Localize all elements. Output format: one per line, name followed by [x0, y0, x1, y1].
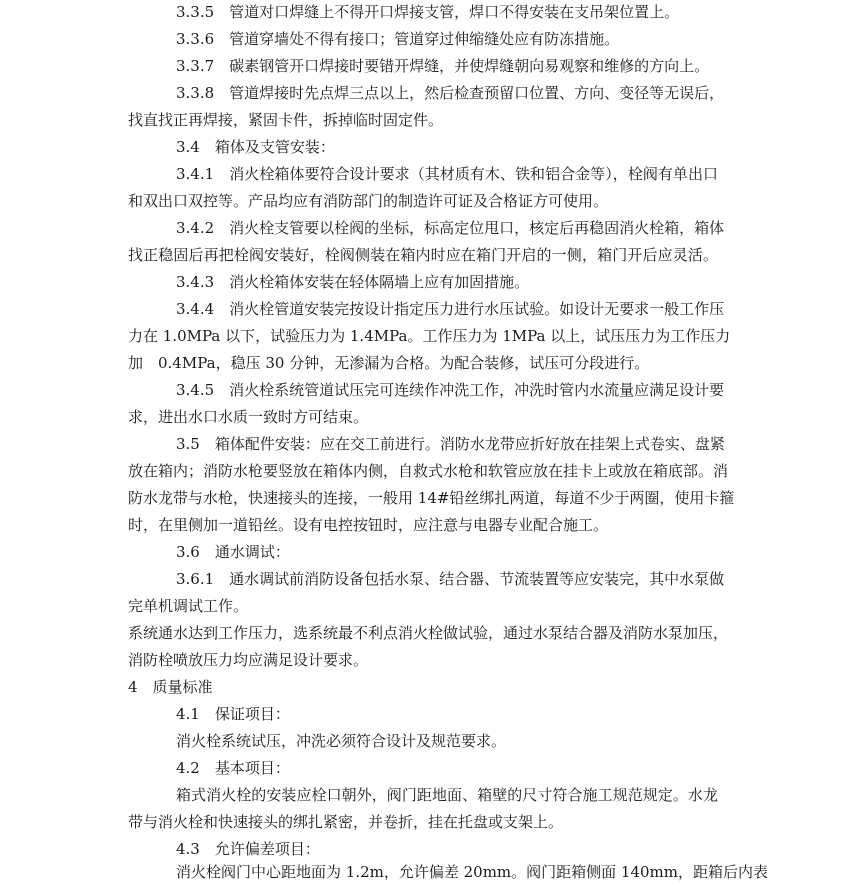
text-line: 4.1 保证项目： [176, 705, 290, 723]
text-line: 找正稳固后再把栓阀安装好，栓阀侧装在箱内时应在箱门开启的一侧，箱门开后应灵活。 [128, 246, 718, 264]
text-line: 3.4.2 消火栓支管要以栓阀的坐标，标高定位甩口，核定后再稳固消火栓箱，箱体 [176, 219, 725, 237]
text-line: 3.4.1 消火栓箱体要符合设计要求（其材质有木、铁和铝合金等），栓阀有单出口 [176, 165, 718, 183]
text-line: 和双出口双控等。产品均应有消防部门的制造许可证及合格证方可使用。 [128, 192, 609, 210]
text-line: 消火栓系统试压，冲洗必须符合设计及规范要求。 [176, 732, 507, 750]
text-line: 完单机调试工作。 [128, 597, 249, 615]
text-line: 3.4.3 消火栓箱体安装在轻体隔墙上应有加固措施。 [176, 273, 530, 291]
text-line: 3.4.4 消火栓管道安装完按设计指定压力进行水压试验。如设计无要求一般工作压 [176, 300, 725, 318]
text-line: 消防栓喷放压力均应满足设计要求。 [128, 651, 369, 669]
text-line: 加 0.4MPa，稳压 30 分钟，无渗漏为合格。为配合装修，试压可分段进行。 [128, 354, 650, 372]
text-line: 3.6.1 通水调试前消防设备包括水泵、结合器、节流装置等应安装完，其中水泵做 [176, 570, 725, 588]
section-heading: 4 质量标准 [128, 678, 213, 696]
text-line: 放在箱内；消防水枪要竖放在箱体内侧，自救式水枪和软管应放在挂卡上或放在箱底部。消 [128, 462, 729, 480]
text-line: 4.2 基本项目： [176, 759, 290, 777]
text-line: 3.4 箱体及支管安装： [176, 138, 335, 156]
text-line: 系统通水达到工作压力，选系统最不利点消火栓做试验，通过水泵结合器及消防水泵加压， [128, 624, 729, 642]
text-line: 防水龙带与水枪，快速接头的连接，一般用 14#铅丝绑扎两道，每道不少于两圈，使用卡箍 [128, 489, 735, 507]
text-line: 力在 1.0MPa 以下，试验压力为 1.4MPa。工作压力为 1MPa 以上，试压压力为工作压力 [128, 327, 731, 345]
text-line: 3.4.5 消火栓系统管道试压完可连续作冲洗工作，冲洗时管内水流量应满足设计要 [176, 381, 725, 399]
text-line: 3.3.7 碳素钢管开口焊接时要错开焊缝，并使焊缝朝向易观察和维修的方向上。 [176, 57, 710, 75]
text-line: 箱式消火栓的安装应栓口朝外，阀门距地面、箱壁的尺寸符合施工规范规定。水龙 [176, 786, 718, 804]
text-line: 3.6 通水调试： [176, 543, 290, 561]
text-line: 3.3.5 管道对口焊缝上不得开口焊接支管，焊口不得安装在支吊架位置上。 [176, 3, 680, 21]
text-line: 3.3.6 管道穿墙处不得有接口；管道穿过伸缩缝处应有防冻措施。 [176, 30, 620, 48]
text-line: 时，在里侧加一道铅丝。设有电控按钮时，应注意与电器专业配合施工。 [128, 516, 609, 534]
text-line: 找直找正再焊接，紧固卡件，拆掉临时固定件。 [128, 111, 444, 129]
text-line: 求，进出水口水质一致时方可结束。 [128, 408, 369, 426]
text-line: 3.3.8 管道焊接时先点焊三点以上，然后检查预留口位置、方向、变径等无误后， [176, 84, 725, 102]
text-line: 消火栓阀门中心距地面为 1.2m，允许偏差 20mm。阀门距箱侧面 140mm，距箱后内表 [176, 863, 768, 881]
text-line: 3.5 箱体配件安装：应在交工前进行。消防水龙带应折好放在挂架上式卷实、盘紧 [176, 435, 725, 453]
text-line: 带与消火栓和快速接头的绑扎紧密，并卷折，挂在托盘或支架上。 [128, 813, 564, 831]
text-line: 4.3 允许偏差项目： [176, 840, 320, 858]
